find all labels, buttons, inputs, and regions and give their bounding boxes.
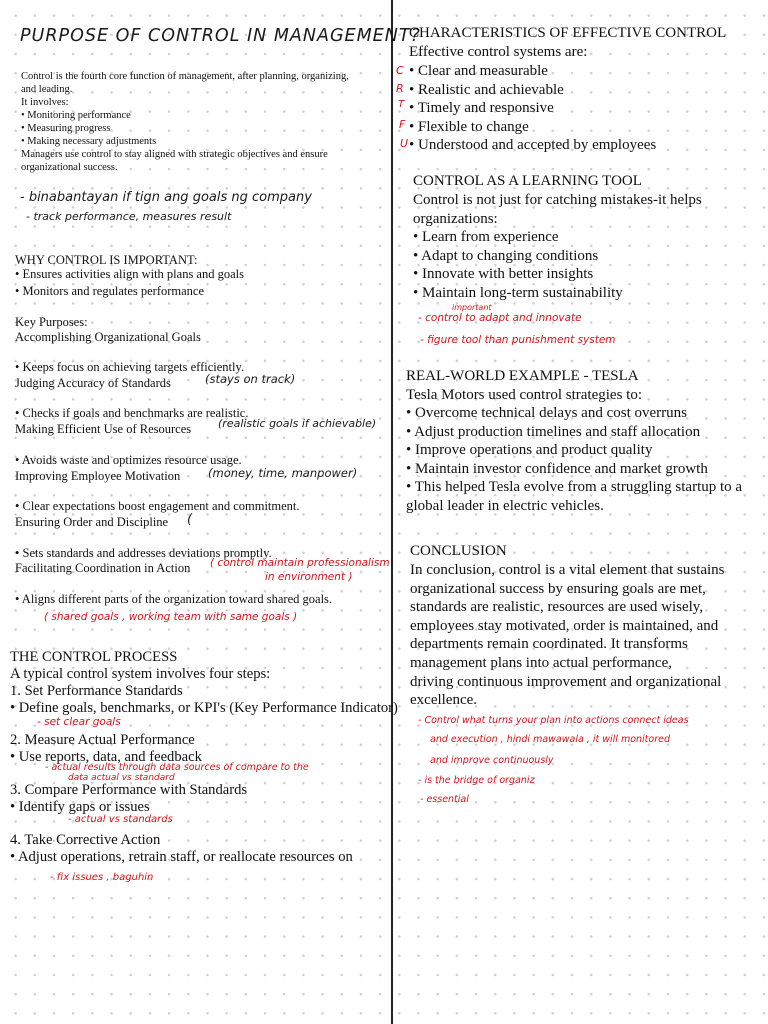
tesla-item: • Maintain investor confidence and market growth: [406, 460, 708, 477]
process-step-item: • Adjust operations, retrain staff, or reallocate resources on: [10, 849, 353, 865]
conclusion-heading: CONCLUSION: [410, 543, 507, 559]
purpose-title: Ensuring Order and Discipline: [15, 515, 169, 529]
purpose-text: • Avoids waste and optimizes resource usage.: [15, 453, 242, 467]
learning-item: • Innovate with better insights: [413, 266, 594, 283]
conclusion-body: [410, 561, 725, 710]
learning-item: • Learn from experience: [413, 229, 559, 245]
intro-line: and leading.: [21, 84, 73, 95]
handwritten-note: and improve continuously: [430, 755, 554, 766]
characteristic-item: • Flexible to change: [409, 118, 529, 135]
characteristics-heading: CHARACTERISTICS OF EFFECTIVE CONTROL: [409, 25, 727, 41]
purpose-title: Judging Accuracy of Standards: [15, 376, 171, 390]
column-divider: [391, 0, 393, 1024]
process-intro: A typical control system involves four steps:: [10, 666, 271, 682]
conclusion-line: departments remain coordinated. It transforms: [410, 636, 688, 653]
handwritten-letter: U: [400, 137, 409, 150]
conclusion-line: In conclusion, control is a vital element that sustains: [410, 562, 725, 578]
learning-intro: Control is not just for catching mistakes-it helps: [413, 192, 702, 208]
handwritten-note: - track performance, measures result: [26, 210, 232, 223]
handwritten-note: - figure tool than punishment system: [420, 334, 616, 346]
handwritten-note: ( control maintain professionalism: [210, 557, 390, 569]
process-heading: THE CONTROL PROCESS: [10, 649, 178, 665]
learning-list: [413, 228, 623, 302]
handwritten-note: - essential: [420, 794, 469, 805]
characteristic-item: • Understood and accepted by employees: [409, 137, 657, 154]
purpose-text: • Sets standards and addresses deviations promptly.: [15, 546, 272, 560]
purpose-text: • Keeps focus on achieving targets efficiently.: [15, 360, 245, 374]
process-step-item: • Use reports, data, and feedback: [10, 749, 202, 765]
handwritten-note: important: [452, 303, 492, 312]
why-item: • Monitors and regulates performance: [15, 284, 205, 298]
key-purposes-label: Key Purposes:: [15, 315, 88, 329]
handwritten-note: - actual vs standards: [68, 814, 173, 825]
learning-heading: CONTROL AS A LEARNING TOOL: [413, 173, 642, 189]
handwritten-note: ( shared goals , working team with same goals ): [44, 611, 298, 623]
process-step-item: • Identify gaps or issues: [10, 799, 150, 815]
conclusion-line: employees stay motivated, order is maintained, and: [410, 617, 719, 634]
intro-line: organizational success.: [21, 162, 118, 173]
conclusion-line: standards are realistic, resources are used wisely,: [410, 599, 704, 616]
learning-item: • Adapt to changing conditions: [413, 247, 599, 264]
handwritten-note: - binabantayan if tign ang goals ng company: [20, 190, 312, 205]
characteristics-intro: Effective control systems are:: [409, 44, 588, 60]
handwritten-letter: R: [396, 82, 404, 95]
handwritten-letter: C: [396, 64, 404, 77]
handwritten-note: - actual results through data sources of compare to the: [45, 762, 309, 773]
handwritten-note: data actual vs standard: [68, 773, 175, 783]
tesla-item: • Overcome technical delays and cost overruns: [406, 405, 687, 421]
why-heading: WHY CONTROL IS IMPORTANT:: [15, 253, 198, 267]
intro-line: • Measuring progress: [21, 123, 111, 134]
handwritten-note: (money, time, manpower): [208, 466, 358, 480]
handwritten-note: in environment ): [265, 571, 353, 583]
handwritten-note: and execution , hindi mawawala , it will monitored: [430, 734, 670, 745]
characteristic-item: • Timely and responsive: [409, 100, 554, 117]
purpose-title: Making Efficient Use of Resources: [15, 422, 192, 436]
purpose-text: • Checks if goals and benchmarks are realistic.: [15, 406, 249, 420]
handwritten-note: (: [187, 512, 193, 527]
tesla-item: • Adjust production timelines and staff allocation: [406, 423, 701, 440]
conclusion-line: driving continuous improvement and organizational: [410, 673, 722, 690]
conclusion-line: management plans into actual performance,: [410, 654, 672, 671]
characteristic-item: • Clear and measurable: [409, 63, 548, 79]
handwritten-note: - Control what turns your plan into actions connect ideas: [418, 715, 689, 726]
process-step-item: • Define goals, benchmarks, or KPI's (Key Performance Indicator): [10, 700, 398, 716]
process-step: 4. Take Corrective Action: [10, 832, 161, 848]
handwritten-note: - control to adapt and innovate: [418, 312, 582, 324]
handwritten-note: (stays on track): [205, 372, 296, 386]
characteristics-list: [409, 62, 656, 155]
tesla-item: global leader in electric vehicles.: [406, 497, 604, 514]
intro-line: Managers use control to stay aligned with strategic objectives and ensure: [21, 149, 328, 160]
tesla-item: • Improve operations and product quality: [406, 442, 653, 459]
process-step: 3. Compare Performance with Standards: [10, 782, 248, 798]
intro-line: • Making necessary adjustments: [21, 136, 157, 147]
intro-line: • Monitoring performance: [21, 110, 131, 121]
process-step: 1. Set Performance Standards: [10, 683, 183, 699]
handwritten-letter: T: [398, 99, 405, 110]
tesla-item: • This helped Tesla evolve from a struggling startup to a: [406, 479, 743, 496]
handwritten-note: - fix issues , baguhin: [50, 872, 154, 883]
purpose-title: Accomplishing Organizational Goals: [15, 330, 201, 344]
conclusion-line: excellence.: [410, 692, 478, 709]
purpose-text: • Clear expectations boost engagement and commitment.: [15, 499, 300, 513]
intro-line: It involves:: [21, 97, 69, 108]
learning-item: • Maintain long-term sustainability: [413, 284, 623, 301]
purpose-title: Improving Employee Motivation: [15, 469, 181, 483]
tesla-list: [406, 404, 742, 516]
learning-intro: organizations:: [413, 211, 498, 227]
tesla-intro: Tesla Motors used control strategies to:: [406, 387, 642, 403]
purpose-title: Facilitating Coordination in Action: [15, 561, 191, 575]
purpose-text: • Aligns different parts of the organization toward shared goals.: [15, 592, 333, 606]
handwritten-title: PURPOSE OF CONTROL IN MANAGEMENT?: [20, 26, 421, 46]
tesla-heading: REAL-WORLD EXAMPLE - TESLA: [406, 368, 639, 384]
process-step: 2. Measure Actual Performance: [10, 732, 195, 748]
handwritten-note: (realistic goals if achievable): [218, 417, 377, 430]
characteristic-item: • Realistic and achievable: [409, 81, 564, 98]
handwritten-letter: F: [399, 118, 406, 131]
why-item: • Ensures activities align with plans and goals: [15, 267, 244, 281]
intro-block: [21, 70, 349, 174]
conclusion-line: organizational success by ensuring goals are met,: [410, 580, 706, 597]
intro-line: Control is the fourth core function of management, after planning, organizing,: [21, 71, 349, 82]
handwritten-note: - set clear goals: [37, 716, 121, 728]
handwritten-note: - is the bridge of organiz: [418, 775, 535, 786]
